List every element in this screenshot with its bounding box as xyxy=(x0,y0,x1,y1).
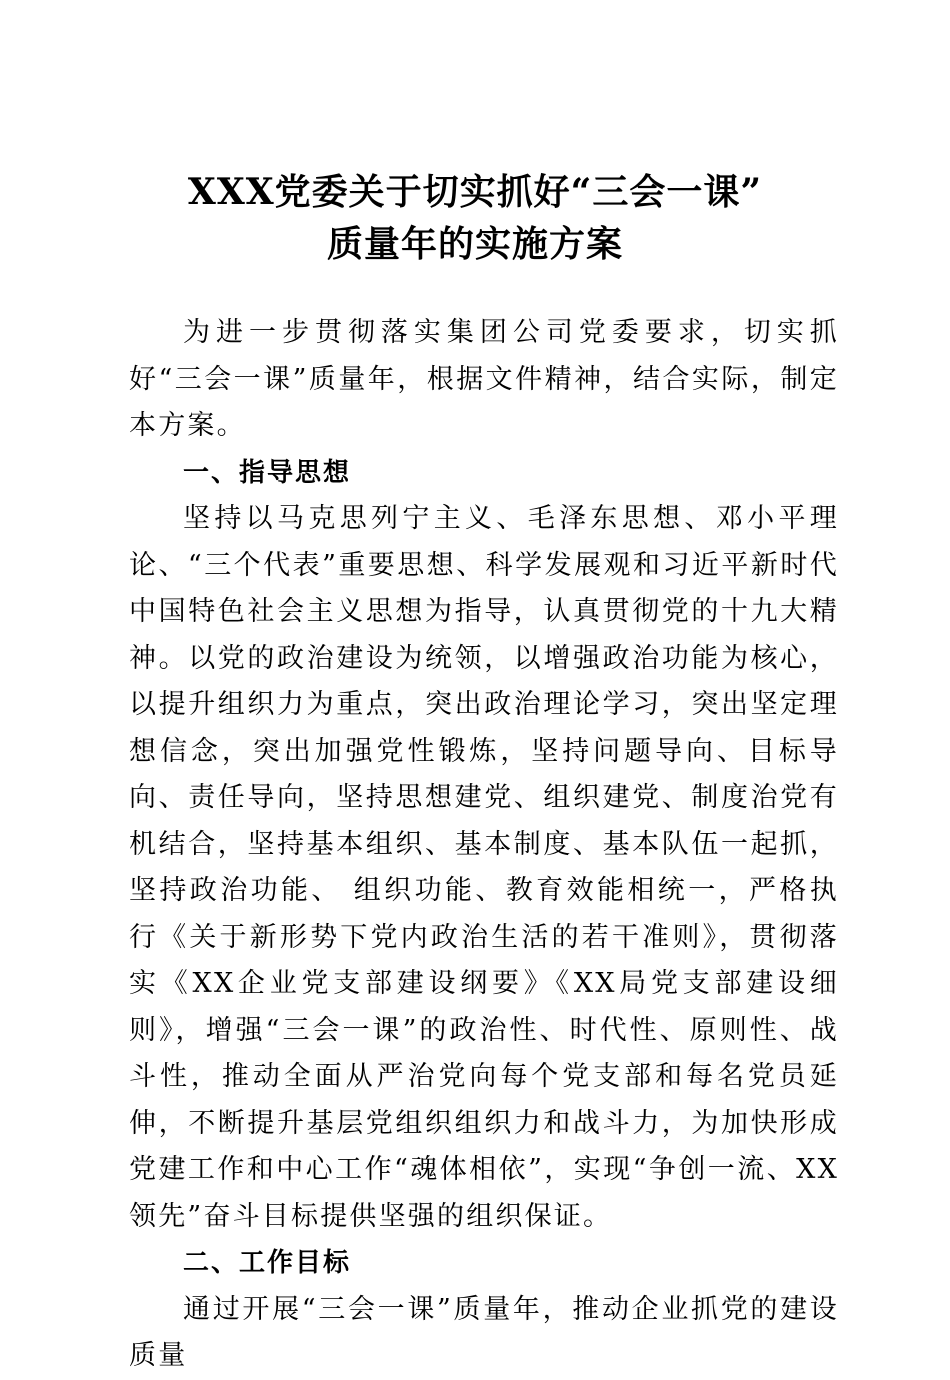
section-heading-guiding-thought: 一、指导思想 xyxy=(183,457,352,488)
guiding-thought-paragraph: 坚持以马克思列宁主义、毛泽东思想、邓小平理论、“三个代表”重要思想、科学发展观和习近平新时代中国特色社会主义思想为指导，认真贯彻党的十九大精神。以党的政治建设为统领，以增强政治功能为核心，以提升组织力为重点，突出政治理论学习，突出坚定理想信念，突出加强党性锻炼，坚持问题导向、目标导向、责任导向，坚持思想建党、组织建党、制度治党有机结合，坚持基本组织、基本制度、基本队伍一起抓，坚持政治功能、 组织功能、教育效能相统一，严格执行《关于新形势下党内政治生活的若干准则》，贯彻落实《XX企业党支部建设纲要》《XX局党支部建设细则》，增强“三会一课”的政治性、时代性、原则性、战斗性，推动全面从严治党向每个党支部和每名党员延伸，不断提升基层党组织组织力和战斗力，为加快形成党建工作和中心工作“魂体相依”，实现“争创一流、XX领先”奋斗目标提供坚强的组织保证。 xyxy=(129,503,839,1232)
section-heading-work-goals: 二、工作目标 xyxy=(183,1248,352,1278)
document-title-line-2: 质量年的实施方案 xyxy=(326,223,623,265)
document-title-line-1: XXX党委关于切实抓好“三会一课” xyxy=(187,171,763,213)
intro-paragraph: 为进一步贯彻落实集团公司党委要求，切实抓好“三会一课”质量年，根据文件精神，结合实际，制定本方案。 xyxy=(129,317,839,441)
document-body xyxy=(129,310,839,1380)
work-goals-paragraph: 通过开展“三会一课”质量年，推动企业抓党的建设质量 xyxy=(129,1293,839,1371)
